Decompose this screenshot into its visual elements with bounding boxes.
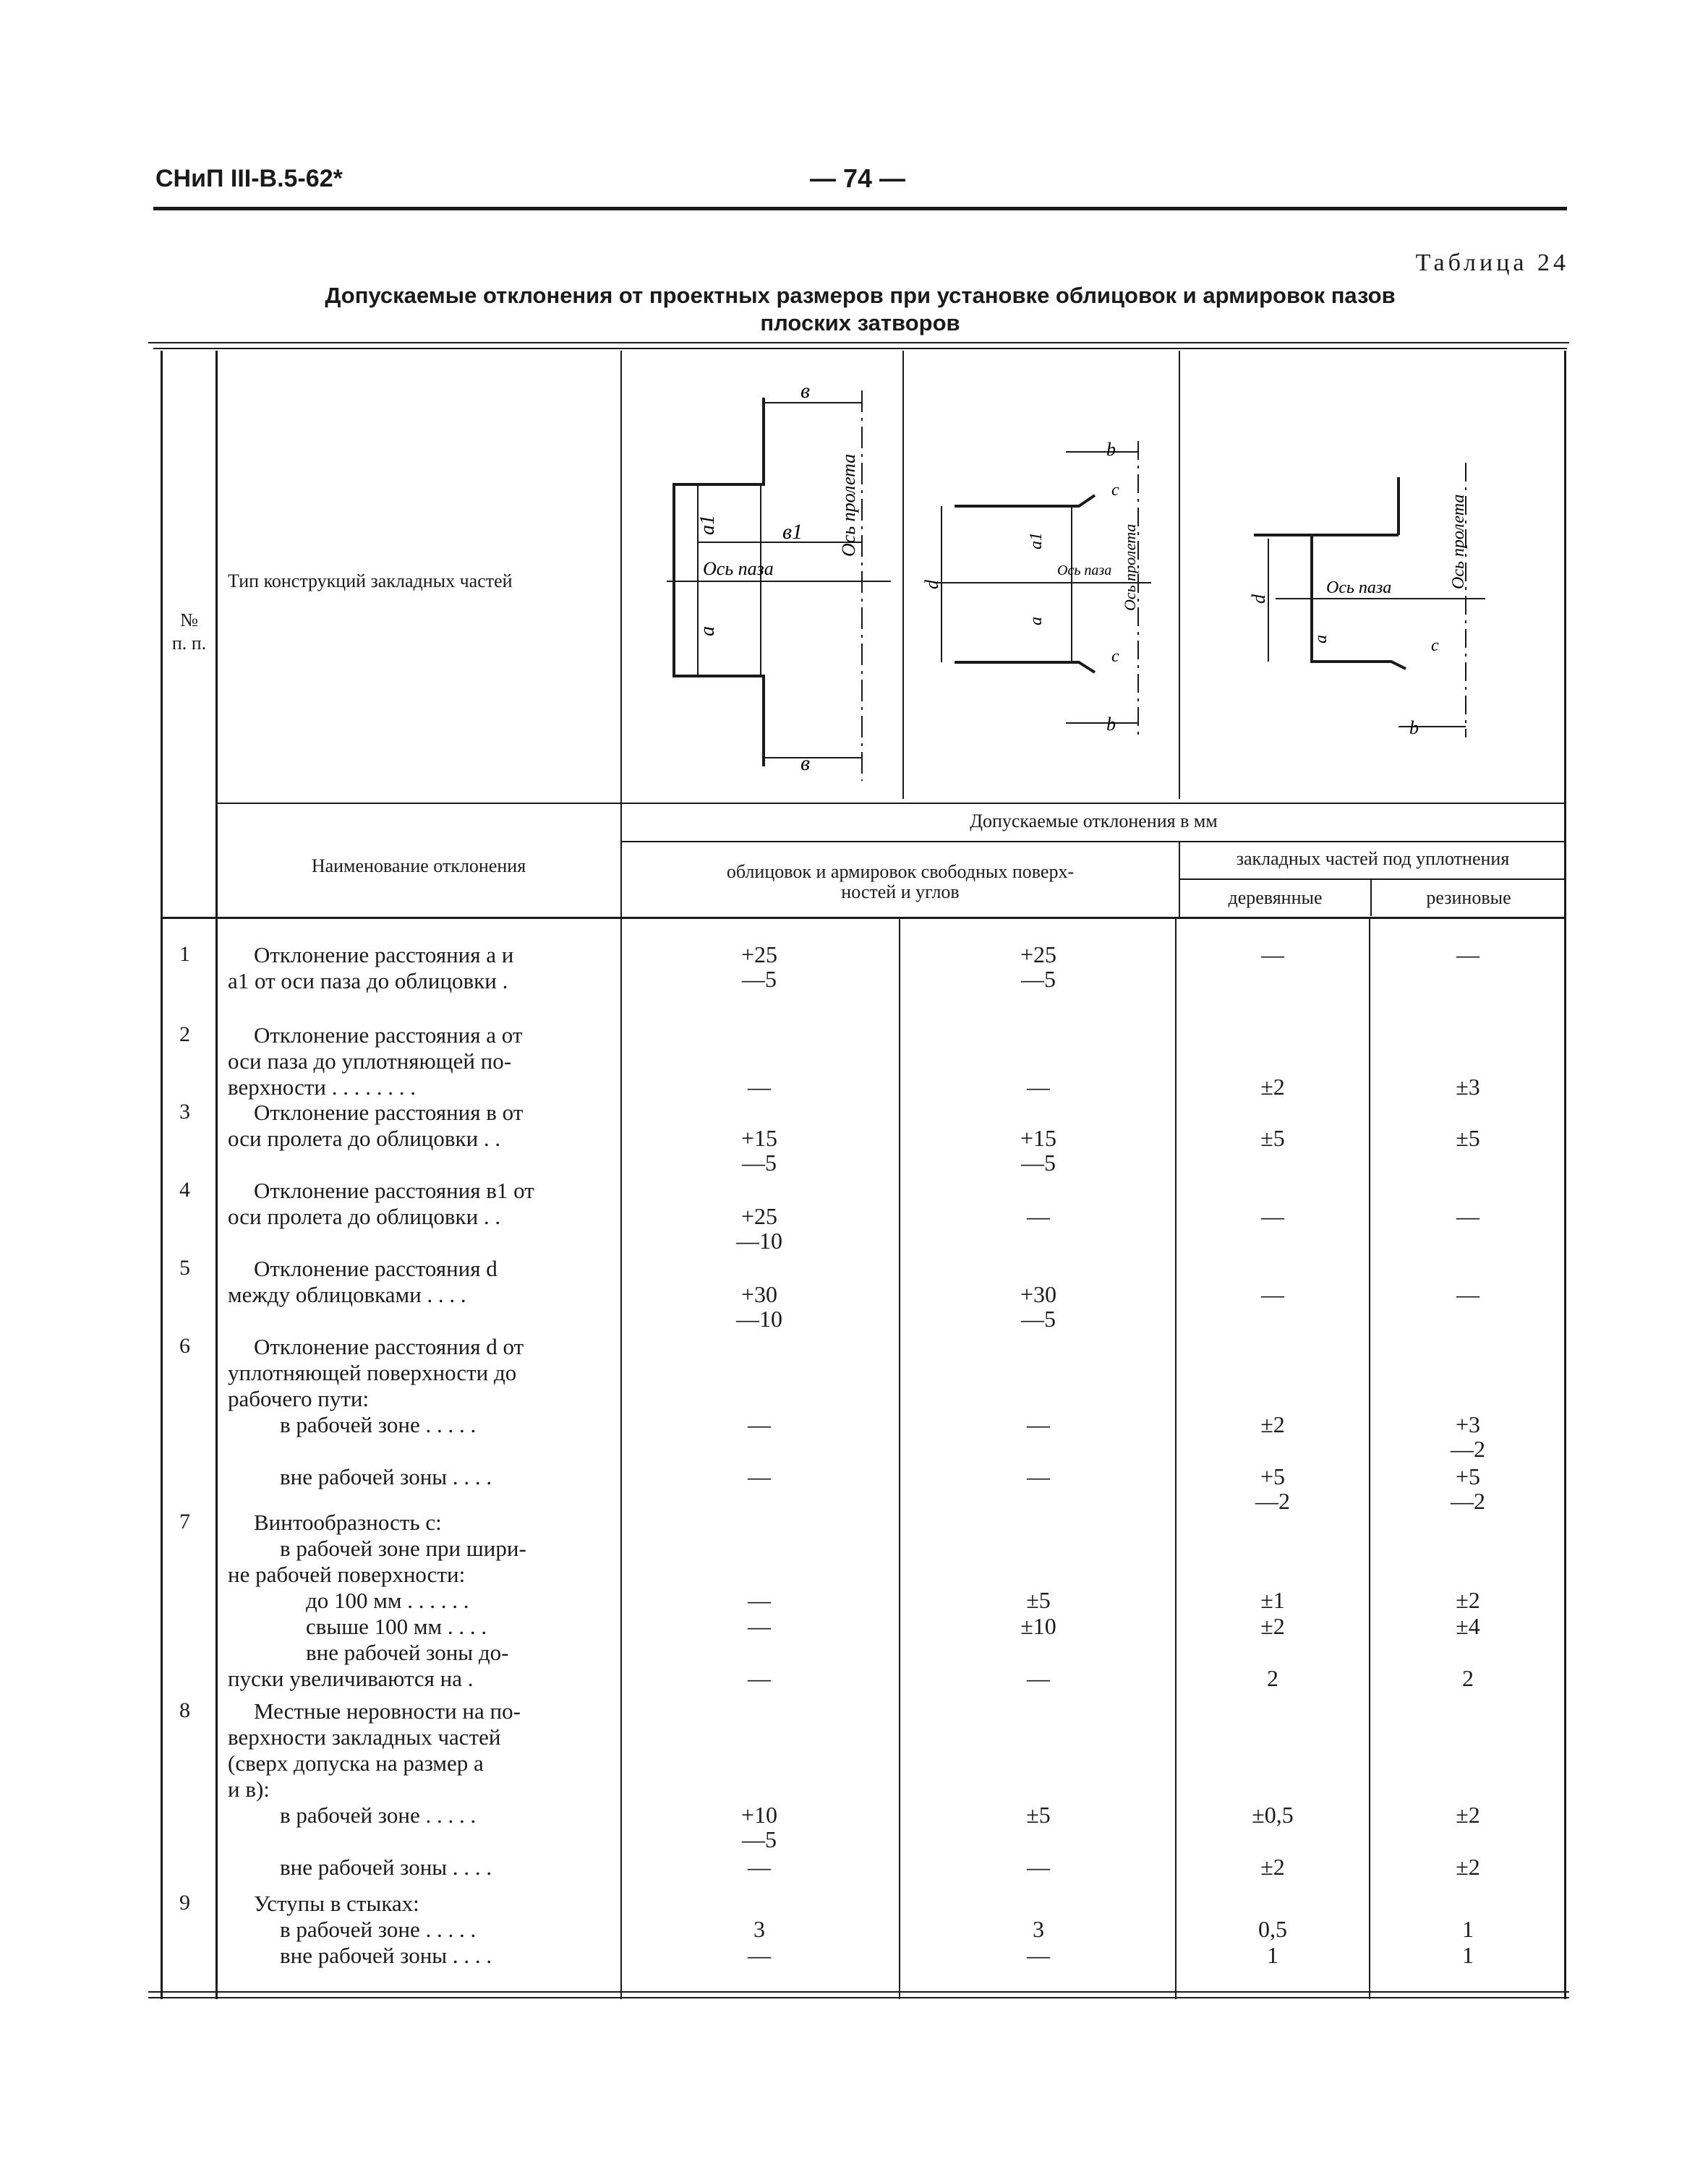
row-value-c2: —	[1027, 1203, 1050, 1229]
row-value-c1: +25 —5	[740, 941, 778, 992]
diagram-1	[623, 376, 901, 788]
row-description-line: верхности . . . . . . . .	[228, 1074, 416, 1100]
row-value-c2: +25 —5	[1020, 941, 1057, 992]
row-description-line: оси паза до уплотняющей по-	[228, 1048, 512, 1074]
row-value-c2: —	[1027, 1411, 1050, 1437]
row-description	[228, 1510, 622, 1692]
row-value-c1: +10 —5	[740, 1802, 778, 1852]
rubber-header: резиновые	[1426, 887, 1511, 908]
row-value-c4: +3 —2	[1451, 1411, 1485, 1462]
row-value-c3: —	[1261, 1281, 1284, 1307]
row-value-c4: ±2	[1456, 1587, 1480, 1613]
num-header: № п. п.	[171, 610, 207, 654]
row-description	[228, 1698, 622, 1881]
row-description	[228, 1256, 622, 1308]
row-value-c2: +30 —5	[1020, 1281, 1057, 1332]
row-value-c3: —	[1261, 1203, 1284, 1229]
row-description-line: Винтообразность с:	[254, 1510, 442, 1535]
row-description-line: в рабочей зоне . . . . .	[280, 1917, 477, 1942]
row-description	[228, 942, 622, 994]
embedded-header: закладных частей под уплотнения	[1236, 848, 1510, 869]
facings-header: облицовок и армировок свободных поверх- ностей и углов	[726, 861, 1075, 902]
d3-label-a: а	[1312, 635, 1331, 643]
allowed-header: Допускаемые отклонения в мм	[970, 811, 1218, 831]
row-value-c2: ±5	[1026, 1802, 1051, 1828]
row-description-line: а1 от оси паза до облицовки .	[228, 968, 508, 993]
row-description-line: в рабочей зоне . . . . .	[280, 1802, 477, 1828]
d1-label-b-bottom: в	[800, 751, 811, 775]
row-value-c3: ±2	[1260, 1074, 1285, 1100]
row-value-c1: —	[748, 1411, 771, 1437]
d3-span-axis: Ось пролета	[1449, 494, 1468, 589]
table-label: Таблица 24	[1415, 249, 1569, 276]
row-value-c3: ±1	[1260, 1587, 1285, 1613]
row-description-line	[228, 1829, 622, 1855]
row-number: 5	[179, 1256, 190, 1280]
row-value-c1: —	[748, 1665, 771, 1691]
row-value-c2: ±5	[1026, 1587, 1051, 1613]
row-value-c4: +5 —2	[1451, 1463, 1485, 1514]
row-value-c4: ±5	[1456, 1125, 1480, 1151]
d2-label-b: b	[1106, 439, 1116, 460]
row-value-c4: 1	[1462, 1916, 1474, 1942]
row-description-line: Отклонение расстояния в от	[254, 1100, 524, 1125]
row-number: 7	[179, 1510, 190, 1534]
row-value-c1: —	[748, 1587, 771, 1613]
row-description	[228, 1178, 622, 1230]
d2-label-c-bottom: c	[1111, 647, 1119, 666]
row-value-c2: ±10	[1020, 1613, 1056, 1639]
d1-label-b1: в1	[782, 520, 803, 544]
row-value-c2: —	[1027, 1942, 1050, 1968]
row-value-c3: +5 —2	[1255, 1463, 1290, 1514]
row-description-line: верхности закладных частей	[228, 1724, 501, 1750]
row-description-line: уплотняющей поверхности до	[228, 1360, 517, 1385]
row-description	[228, 1100, 622, 1152]
row-number: 8	[179, 1698, 190, 1722]
row-description-line: (сверх допуска на размер а	[228, 1750, 484, 1776]
row-description-line: вне рабочей зоны . . . .	[280, 1464, 492, 1489]
row-description-line: Местные неровности на по-	[254, 1698, 521, 1724]
row-value-c4: ±3	[1456, 1074, 1480, 1100]
d1-label-a: а	[696, 626, 719, 636]
row-value-c1: 3	[753, 1916, 765, 1942]
row-description-line: Уступы в стыках:	[254, 1891, 419, 1916]
row-description-line: вне рабочей зоны до-	[306, 1640, 509, 1665]
row-value-c3: 2	[1267, 1665, 1278, 1691]
d3-label-d: d	[1248, 594, 1269, 604]
row-description-line: в рабочей зоне . . . . .	[280, 1412, 477, 1437]
table-title	[153, 282, 1567, 337]
row-description-line: между облицовками . . . .	[228, 1282, 466, 1307]
row-description-line: до 100 мм . . . . . .	[306, 1588, 469, 1613]
row-description-line: оси пролета до облицовки . .	[228, 1204, 501, 1229]
row-description-line: в рабочей зоне при шири-	[280, 1536, 526, 1561]
row-value-c3: 1	[1267, 1942, 1278, 1968]
row-description	[228, 1022, 622, 1100]
row-description-line: рабочего пути:	[228, 1386, 370, 1411]
row-value-c4: ±4	[1456, 1613, 1480, 1639]
d2-label-a1: а1	[1027, 532, 1046, 549]
row-value-c4: —	[1456, 1281, 1479, 1307]
row-description-line	[228, 1438, 622, 1464]
row-value-c1: —	[748, 1074, 771, 1100]
row-value-c1: +15 —5	[740, 1125, 778, 1176]
row-description-line: вне рабочей зоны . . . .	[280, 1943, 492, 1968]
row-value-c2: —	[1027, 1665, 1050, 1691]
row-value-c4: ±2	[1456, 1802, 1480, 1828]
row-value-c3: ±2	[1260, 1854, 1285, 1880]
row-value-c4: —	[1456, 941, 1479, 967]
diagram-3	[1182, 376, 1563, 788]
diagram-2	[905, 376, 1177, 788]
row-number: 4	[179, 1178, 190, 1202]
row-value-c4: 2	[1462, 1665, 1474, 1691]
row-number: 9	[179, 1891, 190, 1915]
row-description-line: Отклонение расстояния а и	[254, 942, 514, 967]
name-header: Наименование отклонения	[311, 855, 526, 876]
row-value-c3: ±2	[1260, 1613, 1285, 1639]
row-value-c3: —	[1261, 941, 1284, 967]
row-value-c4: 1	[1462, 1942, 1474, 1968]
d1-label-a1: а1	[696, 515, 719, 535]
row-value-c2: —	[1027, 1463, 1050, 1489]
row-value-c2: —	[1027, 1854, 1050, 1880]
row-description-line: Отклонение расстояния d от	[254, 1334, 524, 1359]
header-rule	[153, 207, 1567, 210]
row-description-line: вне рабочей зоны . . . .	[280, 1855, 492, 1880]
row-value-c1: —	[748, 1854, 771, 1880]
row-number: 3	[179, 1100, 190, 1124]
row-value-c2: 3	[1033, 1916, 1044, 1942]
row-value-c1: —	[748, 1463, 771, 1489]
d3-label-b: b	[1409, 717, 1419, 738]
row-number: 6	[179, 1334, 190, 1358]
d3-slot-axis: Ось паза	[1326, 578, 1392, 597]
d2-slot-axis: Ось паза	[1057, 563, 1112, 578]
row-description-line: Отклонение расстояния в1 от	[254, 1178, 534, 1203]
wooden-header: деревянные	[1228, 887, 1323, 908]
row-value-c3: ±0,5	[1252, 1802, 1294, 1828]
row-value-c4: —	[1456, 1203, 1479, 1229]
d2-span-axis: Ось пролета	[1121, 523, 1139, 611]
d2-label-b-bottom: b	[1106, 714, 1116, 735]
d3-label-c: c	[1431, 636, 1439, 655]
row-description-line: оси пролета до облицовки . .	[228, 1126, 501, 1151]
row-value-c3: ±2	[1260, 1411, 1285, 1437]
d2-label-c: c	[1111, 481, 1119, 500]
row-description	[228, 1334, 622, 1490]
row-description-line: Отклонение расстояния а от	[254, 1022, 523, 1048]
row-value-c1: —	[748, 1613, 771, 1639]
row-number: 2	[179, 1022, 190, 1046]
row-value-c3: 0,5	[1258, 1916, 1287, 1942]
row-value-c2: —	[1027, 1074, 1050, 1100]
d1-slot-axis: Ось паза	[703, 558, 774, 579]
table-title-line-2: плоских затворов	[760, 310, 960, 335]
row-value-c2: +15 —5	[1020, 1125, 1057, 1176]
row-description-line: свыше 100 мм . . . .	[306, 1614, 487, 1639]
row-value-c1: —	[748, 1942, 771, 1968]
page-number: — 74 —	[810, 163, 906, 193]
type-header: Тип конструкций закладных частей	[228, 570, 513, 591]
row-description-line: Отклонение расстояния d	[254, 1256, 498, 1281]
row-description-line: и в):	[228, 1776, 270, 1802]
doc-code: СНиП III-В.5-62*	[155, 165, 343, 192]
d1-label-b: в	[800, 379, 811, 403]
row-value-c4: ±2	[1456, 1854, 1480, 1880]
table-title-line-1: Допускаемые отклонения от проектных размеров при установке облицовок и армировок пазов	[325, 283, 1396, 308]
d2-label-d: d	[921, 580, 942, 589]
row-description	[228, 1891, 622, 1969]
row-number: 1	[179, 942, 190, 966]
row-description-line: не рабочей поверхности:	[228, 1562, 466, 1587]
d1-span-axis: Ось пролета	[838, 453, 859, 557]
row-value-c3: ±5	[1260, 1125, 1285, 1151]
d2-label-a: а	[1027, 617, 1046, 625]
row-value-c1: +30 —10	[736, 1281, 782, 1332]
row-description-line: пуски увеличиваются на .	[228, 1666, 474, 1691]
row-value-c1: +25 —10	[736, 1203, 782, 1254]
